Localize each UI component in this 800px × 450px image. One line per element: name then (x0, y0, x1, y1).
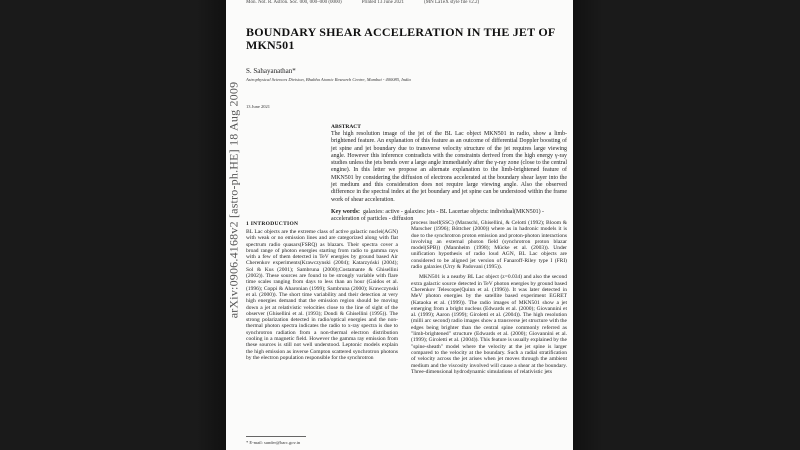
page-shadow-left (196, 0, 226, 450)
style-info: (MN LaTeX style file v2.2) (424, 0, 480, 5)
running-header (246, 0, 565, 5)
section-heading: 1 INTRODUCTION (246, 221, 299, 227)
column-left (246, 229, 398, 361)
column-right (411, 220, 567, 379)
arxiv-stamp-text: arXiv:0906.4168v2 [astro-ph.HE] 18 Aug 2009 (226, 81, 241, 319)
paper-page (226, 0, 573, 450)
journal-info: Mon. Not. R. Astron. Soc. 000, 000–000 (0000) (246, 0, 342, 5)
abstract-heading: ABSTRACT (331, 124, 361, 130)
keywords-text: galaxies: active - galaxies: jets - BL Lacertae objects: individual(MKN501) - acceleration of particles - diffusion (331, 209, 544, 223)
arxiv-stamp (226, 70, 244, 330)
intro-paragraph-2: process itself(SSC) (Maraschi, Ghisellini, & Celotti (1992); Bloom & Marscher (1996); Böttcher (2000)) where as in hadronic models it is due to the synchrotron proton emission and proton-photon interactions involving an external photon field (synchrotron proton blazar model(SPB)) (Mannheim (1998); Mücke et al. (2003)). Under unification hypothesis of radio loud AGN, BL Lac objects are considered to be aligned jet version of Fanaroff-Riley type I (FRI) radio galaxies (Urry & Padovani (1995)). (411, 220, 567, 271)
paper-date: 13 June 2021 (246, 104, 270, 109)
abstract-text: The high resolution image of the jet of the BL Lac object MKN501 in radio, show a limb-brightened feature. An explanation of this feature as an outcome of differential Doppler boosting of jet spine and jet boundary due to transverse velocity structure of the jet requires large viewing angle. However this inference contradicts with the constraints derived from the high energy γ-ray studies unless the jets bends over a large angle immediately after the γ-ray zone (close to the central engine). In this letter we propose an alternate explanation to the limb-brightened feature of MKN501 by considering the diffusion of electrons accelerated at the boundary shear layer into the jet medium and this consideration does not require large viewing angle. Also the observed difference in the spectral index at the jet boundary and jet spine can be understood within the frame work of shear acceleration. (331, 131, 567, 203)
intro-paragraph-3: MKN501 is a nearby BL Lac object (z=0.034) and also the second extra galactic source detected in TeV photon energies by ground based Cherenkov Telescope(Quinn et al. (1996)). It was later detected in MeV photon energies by the satellite based experiment EGRET (Kataoka et al. (1999)). The radio images of MKN501 show a jet emerging from a bright nucleus (Edwards et al. (2000); Giovannini et al. (1999); Aaron (1999); Giroletti et al. (2004)). The high resolution (milli arc second) radio images show a transverse jet structure with the edges being brighter than the central spine commonly referred as "limb-brightened" structure (Edwards et al. (2000); Giovannini et al. (1999); Giroletti et al. (2004)). This feature is usually explained by the "spine-sheath" model where the velocity at the jet spine is larger compared to the velocity at the boundary. Such a radial stratification of velocity across the jet arises when jet moves through the ambient medium and the viscosity involved will cause a shear at the boundary. Three-dimensional hydrodynamic simulations of relativistic jets (411, 274, 567, 375)
paper-title: BOUNDARY SHEAR ACCELERATION IN THE JET OF MKN501 (246, 25, 555, 52)
author-affiliation: Astrophysical Sciences Division, Bhabha Atomic Research Centre, Mumbai - 400085, India (246, 77, 411, 82)
footnote-email: * E-mail: sunder@barc.gov.in (246, 440, 301, 445)
printed-date: Printed 13 June 2021 (361, 0, 405, 5)
intro-paragraph-1: BL Lac objects are the extreme class of active galactic nuclei(AGN) with weak or no emission lines and are categorized along with flat spectrum radio quasars(FSRQ) as blazars. Their spectra cover a broad range of photon energies starting from radio to gamma rays with a few of them detected in TeV energies by ground based Air Cherenkov experiments(Krawczynski (2004); Katarzyński (2004); Sol & Kus (2001); Sambruna (2000);Costamante & Ghisellini (2002)). These sources are found to be strongly variable with flare time scales ranging from days to less than an hour (Gaidos et al. (1996); Coppi & Aharonian (1999); Sambruna (2000); Krawczynski et al. (2000)). The short time variability and their detection at very high energies demand that the emission region should be moving down a jet at relativistic velocities close to the line of sight of the observer (Ghisellini et al. (1993); Dondi & Ghisellini (1995)). The strong polarization detected in radio/optical energies and the non-thermal photon spectra indicates the radio to x-ray spectra is due to synchrotron radiation from a non-thermal electron distribution cooling in a magnetic field. However the gamma ray emission from these sources is still not well understood. Leptonic models explain the high emission as inverse Compton scattered synchrotron photons by the electron population responsible for the synchrotron (246, 229, 398, 361)
footnote-rule (246, 436, 306, 437)
page-shadow-right (573, 0, 603, 450)
keywords-label: Key words: (331, 209, 360, 215)
author-name: S. Sahayanathan* (246, 67, 296, 75)
